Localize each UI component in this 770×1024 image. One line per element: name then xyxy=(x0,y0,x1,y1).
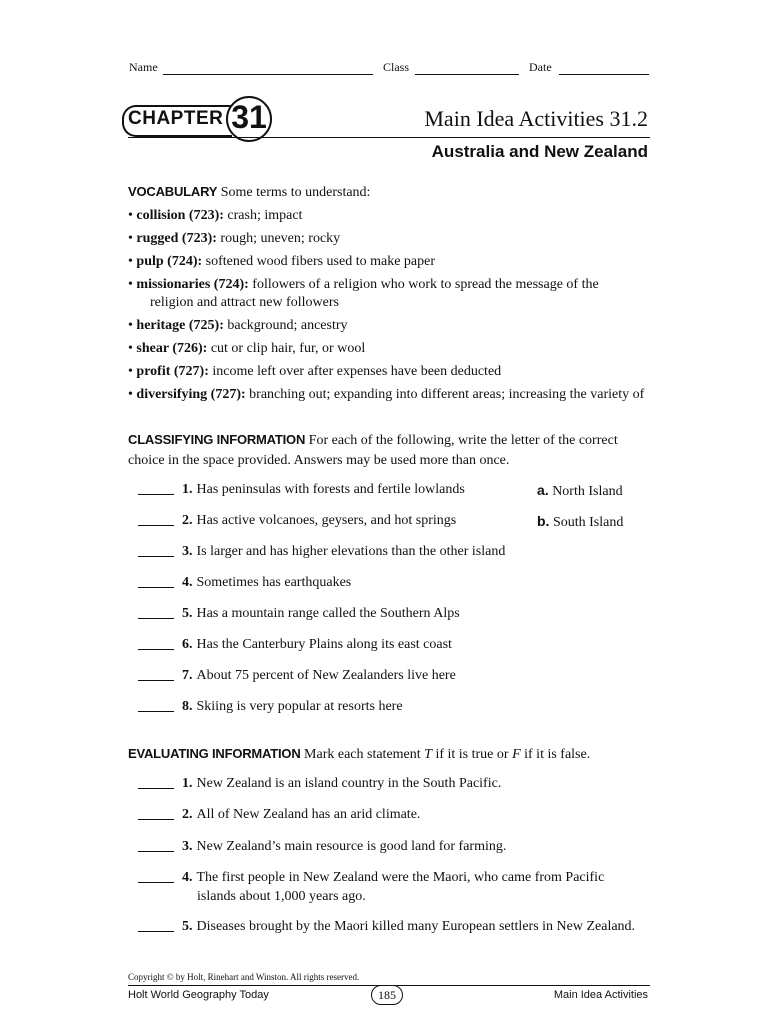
classify-question xyxy=(138,606,460,626)
question-number: 5. xyxy=(182,606,193,621)
question-number: 2. xyxy=(182,513,193,528)
evaluate-question xyxy=(138,776,501,796)
class-label: Class xyxy=(383,60,410,74)
answer-blank[interactable] xyxy=(138,919,174,932)
question-number: 1. xyxy=(182,482,193,497)
answer-blank[interactable] xyxy=(138,575,174,588)
choice-option-a xyxy=(537,482,623,500)
vocab-item: • rugged (723): rough; uneven; rocky xyxy=(128,231,341,246)
question-number: 3. xyxy=(182,839,193,854)
question-text: All of New Zealand has an arid climate. xyxy=(196,807,421,822)
vocab-def: followers of a religion who work to spread the message of the xyxy=(252,277,599,292)
classify-question xyxy=(138,637,452,657)
evaluating-section xyxy=(128,744,650,765)
footer-book-title: Holt World Geography Today xyxy=(128,989,269,1001)
chapter-number: 31 xyxy=(231,99,267,135)
evaluating-intro xyxy=(128,744,650,765)
vocab-def: cut or clip hair, fur, or wool xyxy=(210,341,366,356)
choice-letter: a. xyxy=(537,482,549,498)
question-number: 5. xyxy=(182,919,193,934)
vocab-def: background; ancestry xyxy=(227,318,348,333)
vocab-def: income left over after expenses have been deducted xyxy=(212,364,502,379)
classifying-intro-cont: choice in the space provided. Answers may be used more than once. xyxy=(128,453,510,468)
chapter-badge xyxy=(128,96,298,140)
question-text: Has peninsulas with forests and fertile lowlands xyxy=(196,482,465,497)
evaluate-question xyxy=(138,919,635,939)
copyright-notice: Copyright © by Holt, Rinehart and Winston. All rights reserved. xyxy=(128,972,360,982)
question-number: 6. xyxy=(182,637,193,652)
question-text: Has active volcanoes, geysers, and hot springs xyxy=(196,513,457,528)
classify-question xyxy=(138,482,465,502)
answer-blank[interactable] xyxy=(138,839,174,852)
evaluate-question xyxy=(138,870,604,890)
question-number: 4. xyxy=(182,870,193,885)
answer-blank[interactable] xyxy=(138,544,174,557)
classify-question xyxy=(138,668,456,688)
page-title: Main Idea Activities 31.2 xyxy=(424,106,648,131)
classifying-intro xyxy=(128,430,650,451)
evaluating-intro-text: if it is true or xyxy=(435,747,509,762)
classify-question xyxy=(138,513,456,533)
classify-question xyxy=(138,544,505,564)
vocab-item: • collision (723): crash; impact xyxy=(128,208,303,223)
header-fields xyxy=(129,60,650,78)
classify-question xyxy=(138,699,403,719)
vocab-term: diversifying (727): xyxy=(136,387,246,402)
false-letter: F xyxy=(512,747,521,762)
answer-blank[interactable] xyxy=(138,637,174,650)
vocab-term: profit (727): xyxy=(136,364,209,379)
date-field[interactable] xyxy=(559,74,649,75)
question-number: 2. xyxy=(182,807,193,822)
answer-blank[interactable] xyxy=(138,870,174,883)
question-text: Has the Canterbury Plains along its east coast xyxy=(196,637,452,652)
answer-blank[interactable] xyxy=(138,606,174,619)
class-field[interactable] xyxy=(415,74,519,75)
evaluating-intro-text: Mark each statement xyxy=(304,747,421,762)
chapter-word: CHAPTER xyxy=(128,108,224,129)
answer-blank[interactable] xyxy=(138,807,174,820)
question-number: 3. xyxy=(182,544,193,559)
answer-blank[interactable] xyxy=(138,776,174,789)
vocab-term: pulp (724): xyxy=(136,254,203,269)
name-label: Name xyxy=(129,60,158,74)
page-subtitle: Australia and New Zealand xyxy=(431,142,648,161)
vocab-item: • shear (726): cut or clip hair, fur, or wool xyxy=(128,341,366,356)
answer-blank[interactable] xyxy=(138,668,174,681)
vocabulary-header xyxy=(128,180,650,204)
answer-blank[interactable] xyxy=(138,699,174,712)
vocab-item: • missionaries (724): followers of a religion who work to spread the message of the xyxy=(128,277,599,292)
choice-option-b xyxy=(537,513,623,531)
footer-section-title: Main Idea Activities xyxy=(553,989,648,1001)
question-text-continued: islands about 1,000 years ago. xyxy=(197,889,366,904)
question-number: 8. xyxy=(182,699,193,714)
question-number: 4. xyxy=(182,575,193,590)
question-text: New Zealand’s main resource is good land for farming. xyxy=(196,839,507,854)
classifying-intro-text: For each of the following, write the letter of the correct xyxy=(308,433,618,448)
vocabulary-heading: VOCABULARY xyxy=(128,184,218,199)
question-text: Sometimes has earthquakes xyxy=(196,575,352,590)
answer-blank[interactable] xyxy=(138,513,174,526)
vocab-def: rough; uneven; rocky xyxy=(220,231,341,246)
question-text: About 75 percent of New Zealanders live here xyxy=(196,668,456,683)
vocab-term: missionaries (724): xyxy=(136,277,249,292)
vocab-item: • profit (727): income left over after expenses have been deducted xyxy=(128,364,502,379)
question-text: The first people in New Zealand were the Maori, who came from Pacific xyxy=(196,870,605,885)
evaluating-heading: EVALUATING INFORMATION xyxy=(128,746,301,761)
date-label: Date xyxy=(529,60,552,74)
evaluate-question xyxy=(138,839,506,859)
vocab-term: shear (726): xyxy=(136,341,208,356)
true-letter: T xyxy=(424,747,432,762)
question-text: Diseases brought by the Maori killed many European settlers in New Zealand. xyxy=(196,919,636,934)
choice-letter: b. xyxy=(537,513,550,529)
question-text: New Zealand is an island country in the South Pacific. xyxy=(196,776,502,791)
choice-text: South Island xyxy=(552,515,624,530)
question-number: 7. xyxy=(182,668,193,683)
question-text: Is larger and has higher elevations than the other island xyxy=(196,544,506,559)
evaluate-question xyxy=(138,807,420,827)
vocab-def-continued: religion and attract new followers xyxy=(150,295,339,310)
vocabulary-section xyxy=(128,180,650,406)
vocab-def: softened wood fibers used to make paper xyxy=(205,254,436,269)
question-text: Has a mountain range called the Southern Alps xyxy=(196,606,460,621)
name-field[interactable] xyxy=(163,74,373,75)
vocab-def: branching out; expanding into different areas; increasing the variety of xyxy=(249,387,645,402)
question-number: 1. xyxy=(182,776,193,791)
choice-text: North Island xyxy=(552,484,623,499)
page-number: 185 xyxy=(371,985,403,1005)
vocabulary-intro: Some terms to understand: xyxy=(220,185,371,200)
question-text: Skiing is very popular at resorts here xyxy=(196,699,403,714)
answer-blank[interactable] xyxy=(138,482,174,495)
title-rule xyxy=(128,137,650,138)
vocab-term: rugged (723): xyxy=(136,231,217,246)
vocab-term: collision (723): xyxy=(136,208,224,223)
classifying-heading: CLASSIFYING INFORMATION xyxy=(128,432,306,447)
vocab-def: crash; impact xyxy=(227,208,303,223)
vocab-term: heritage (725): xyxy=(136,318,224,333)
classify-question xyxy=(138,575,351,595)
classifying-section xyxy=(128,430,650,471)
vocab-item: • pulp (724): softened wood fibers used to make paper xyxy=(128,254,436,269)
evaluating-intro-text: if it is false. xyxy=(524,747,591,762)
vocab-item: • diversifying (727): branching out; expanding into different areas; increasing the variety of xyxy=(128,387,645,402)
vocab-item: • heritage (725): background; ancestry xyxy=(128,318,348,333)
